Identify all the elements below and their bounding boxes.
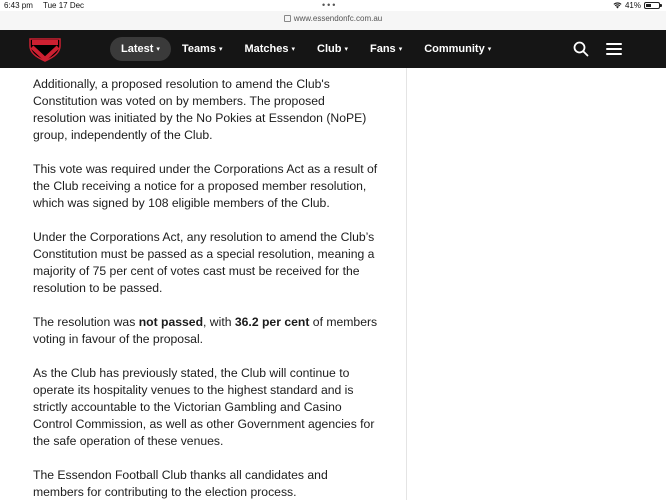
nav-item-matches[interactable]	[233, 37, 306, 61]
article-paragraph: Additionally, a proposed resolution to amend the Club's Constitution was voted on by members. The proposed resolution was initiated by the No Pokies at Essendon (NoPE) group, independently of the Club.	[33, 77, 367, 142]
article-paragraph: As the Club has previously stated, the Club will continue to operate its hospitality venues to the highest standard and is strictly accountable to the Victorian Gambling and Casino Control Commission, as well as other Government agencies for the safe operation of these venues.	[33, 366, 375, 448]
chevron-down-icon: ▾	[218, 46, 223, 53]
chevron-down-icon: ▾	[291, 46, 296, 53]
nav-menu	[110, 37, 502, 61]
nav-item-label: Teams	[181, 43, 216, 55]
nav-item-label: Matches	[244, 43, 289, 55]
nav-item-fans[interactable]	[359, 37, 413, 61]
chevron-down-icon: ▾	[398, 46, 403, 53]
article-paragraph: This vote was required under the Corporations Act as a result of the Club receiving a notice for a proposed member resolution, which was signed by 108 eligible members of the Club.	[33, 162, 378, 210]
chevron-down-icon: ▾	[156, 46, 160, 53]
nav-item-club[interactable]	[306, 37, 359, 61]
text-run: The resolution was	[33, 315, 139, 329]
battery-fill	[646, 4, 651, 7]
article-paragraph	[33, 314, 378, 348]
nav-item-teams[interactable]	[171, 37, 234, 61]
result-status: not passed	[138, 315, 204, 329]
address-bar[interactable]	[0, 11, 666, 31]
status-date: Tue 17 Dec	[42, 1, 85, 10]
chevron-down-icon: ▾	[487, 46, 492, 53]
sidebar-divider	[406, 68, 407, 500]
nav-item-latest[interactable]	[110, 37, 171, 61]
site-nav	[0, 30, 666, 68]
nav-item-label: Fans	[370, 43, 396, 55]
battery-icon	[644, 2, 660, 9]
lock-icon	[284, 15, 291, 22]
article-paragraph: Under the Corporations Act, any resolution to amend the Club’s Constitution must be passed as a special resolution, meaning a majority of 75 per cent of votes cast must be received for the resolution to be passed.	[33, 230, 375, 295]
status-time: 6:43 pm	[4, 1, 33, 10]
battery-percent: 41%	[624, 1, 641, 10]
main-content	[0, 68, 666, 500]
nav-item-community[interactable]	[413, 37, 502, 61]
url-text: www.essendonfc.com.au	[293, 14, 383, 23]
hamburger-menu-icon[interactable]	[606, 43, 622, 55]
wifi-icon	[613, 2, 622, 9]
article-body	[33, 76, 378, 500]
essendon-logo[interactable]	[28, 36, 62, 62]
search-icon[interactable]	[573, 41, 589, 57]
nav-item-label: Latest	[121, 43, 154, 55]
chevron-down-icon: ▾	[344, 46, 348, 53]
text-run: of members voting in favour of the proposal.	[33, 315, 378, 346]
article-paragraph: The Essendon Football Club thanks all candidates and members for contributing to the election process.	[33, 468, 328, 499]
status-bar	[0, 0, 666, 11]
multitasking-dots-icon[interactable]: •••	[322, 0, 338, 10]
text-run: , with	[203, 315, 235, 329]
vote-percentage: 36.2 per cent	[234, 315, 310, 329]
nav-item-label: Community	[424, 43, 485, 55]
nav-item-label: Club	[317, 43, 342, 55]
